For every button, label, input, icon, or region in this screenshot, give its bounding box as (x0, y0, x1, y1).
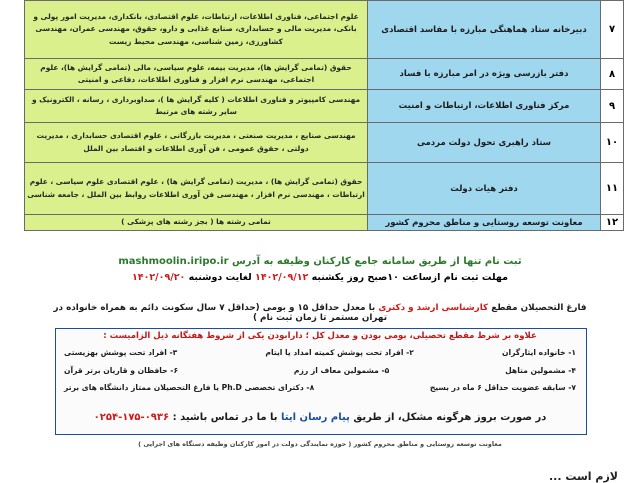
table-row (25, 215, 624, 231)
end-date: ۱۴۰۲/۰۹/۲۰ (131, 272, 186, 283)
table-row (25, 90, 624, 123)
issuer-footer: معاونت توسعه روستایی و مناطق محروم کشور ( حوزه نمایندگی دولت در امور کارکنان وظیفه دستگاه های اجرایی ) (138, 440, 502, 448)
contact-suffix: با ما در تماس باشید : (172, 412, 278, 423)
required-fields: حقوق (تمامی گرایش ها)، مدیریت بیمه، علوم سیاسی، مالی (تمامی گرایش ها)، علوم اجتماعی، مهندسی نرم افزار و فناوری اطلاعات، دفاعی و امنیتی (25, 59, 368, 90)
phone-number: ۰۹۳۶-۱۷۵-۰۲۵۴ (93, 412, 170, 423)
condition-item: ۴- مشمولین متاهل (505, 366, 576, 375)
row-number: ۱۱ (601, 163, 624, 215)
truncated-heading: لازم است ... (548, 470, 618, 483)
deadline-prefix: مهلت ثبت نام ازساعت ۱۰صبح روز یکشنبه (311, 272, 509, 283)
condition-item: ۷- سابقه عضویت حداقل ۶ ماه در بسیج (429, 383, 576, 392)
condition-item: ۸- دکترای تخصصی Ph.D یا فارغ التحصیلان ممتاز دانشگاه های برتر (64, 383, 315, 392)
registration-url-line: ثبت نام تنها از طریق سامانه جامع کارکنان وظیفه به آدرس mashmoolin.iripo.ir (118, 256, 522, 267)
organization-name: دفتر هیات دولت (368, 163, 601, 215)
degree-level: کارشناسی ارشد و دکتری (378, 303, 489, 313)
required-fields: مهندسی کامپیوتر و فناوری اطلاعات ( کلیه گرایش ها )، صداوبرداری ، رسانه ، الکترونیک و سایر رشته های مرتبط (25, 90, 368, 123)
organization-name: معاونت توسعه روستایی و مناطق محروم کشور (368, 215, 601, 231)
required-fields: تمامی رشته ها ( بجز رشته های پزشکی ) (25, 215, 368, 231)
eligibility-line (40, 303, 600, 323)
table-row (25, 1, 624, 59)
conditions-row (64, 383, 576, 392)
eligibility-prefix: فارغ التحصیلان مقطع (491, 303, 587, 313)
organization-name: ستاد راهبری تحول دولت مردمی (368, 123, 601, 163)
row-number: ۱۰ (601, 123, 624, 163)
registration-deadline (40, 272, 600, 283)
contact-line (60, 412, 580, 423)
messenger-name: پیام رسان ایتا (281, 412, 350, 423)
organization-name: دفتر بازرسی ویژه در امر مبارزه با فساد (368, 59, 601, 90)
condition-item: ۵- مشمولین معاف از رزم (293, 366, 390, 375)
condition-item: ۲- افراد تحت پوشش کمیته امداد یا ایتام (265, 348, 414, 357)
conditions-heading: علاوه بر شرط مقطع تحصیلی، بومی بودن و معدل کل ؛ دارابودن یکی از شروط هفتگانه ذیل الزامیست : (103, 331, 537, 341)
condition-item: ۱- خانواده ایثارگران (501, 348, 576, 357)
condition-item: ۶- حافظان و قاریان برتر قرآن (64, 366, 179, 375)
organization-name: دبیرخانه ستاد هماهنگی مبارزه با مفاسد اقتصادی (368, 1, 601, 59)
row-number: ۱۲ (601, 215, 624, 231)
start-date: ۱۴۰۲/۰۹/۱۲ (255, 272, 309, 283)
required-fields: علوم اجتماعی، فناوری اطلاعات، ارتباطات، علوم اقتصادی، بانکداری، مدیریت امور پولی و بانکی، مدیریت مالی و حسابداری، صنایع غذایی و دارو، حقوق، مهندسی عمران، مهندسی کشاورزی، زمین شناسی، مهندسی محیط زیست (25, 1, 368, 59)
conditions-row (64, 366, 576, 375)
condition-item: ۳- افراد تحت پوشش بهزیستی (64, 348, 178, 357)
contact-prefix: در صورت بروز هرگونه مشکل، از طریق (353, 412, 547, 423)
row-number: ۹ (601, 90, 624, 123)
required-fields: مهندسی صنایع ، مدیریت صنعتی ، مدیریت بازرگانی ، علوم اقتصادی حسابداری ، مدیریت دولتی ، حقوق عمومی ، فن آوری اطلاعات و اقتصاد بین الملل (25, 123, 368, 163)
conditions-row (64, 348, 576, 357)
positions-table (24, 0, 624, 231)
eligibility-suffix: با معدل حداقل ۱۵ و بومی (حداقل ۷ سال سکونت دائم به همراه خانواده در تهران مستمر تا زمان ثبت نام ) (53, 303, 388, 323)
table-row (25, 163, 624, 215)
deadline-middle: لغایت دوشنبه (188, 272, 252, 283)
required-fields: حقوق (تمامی گرایش ها) ، مدیریت (تمامی گرایش ها) ، علوم اقتصادی علوم سیاسی ، علوم ارتباطات ، مهندسی نرم افزار ، مهندسی فن آوری اطلاعات روابط بین الملل ، جامعه شناسی (25, 163, 368, 215)
organization-name: مرکز فناوری اطلاعات، ارتباطات و امنیت (368, 90, 601, 123)
row-number: ۷ (601, 1, 624, 59)
table-row (25, 59, 624, 90)
table-row (25, 123, 624, 163)
row-number: ۸ (601, 59, 624, 90)
